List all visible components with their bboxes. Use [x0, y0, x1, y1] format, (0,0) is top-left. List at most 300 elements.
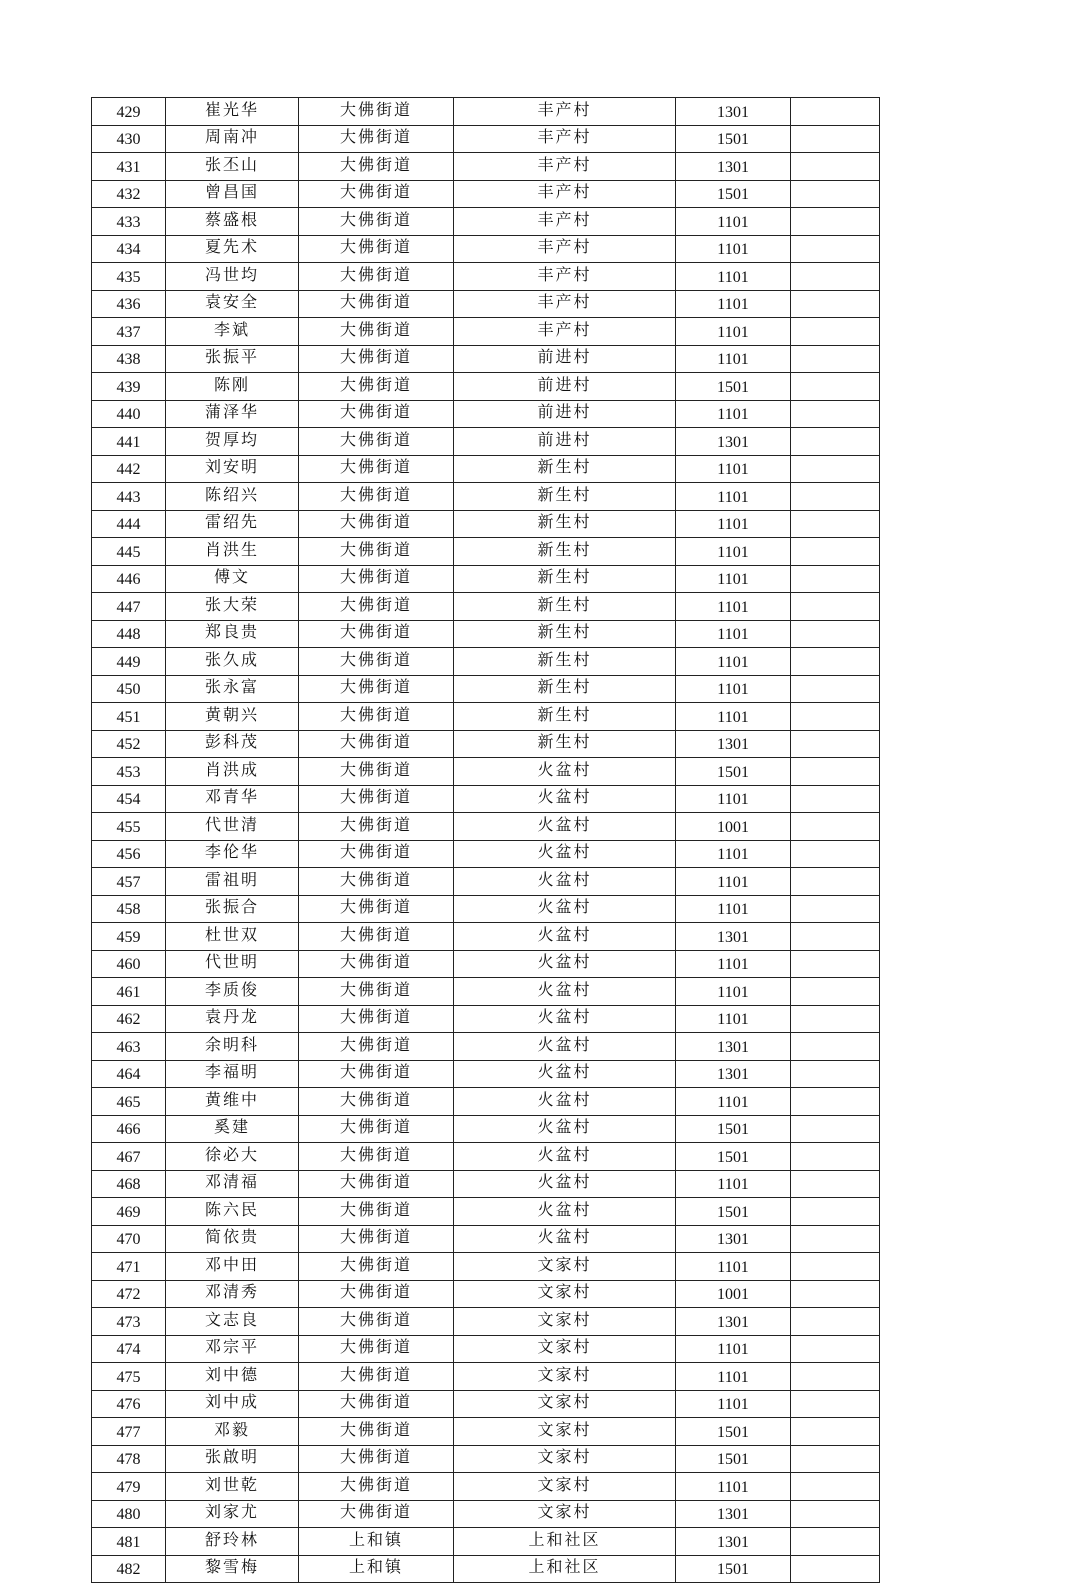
- row-number-cell: 462: [92, 1005, 166, 1033]
- note-cell: [791, 1555, 880, 1583]
- street-cell: 大佛街道: [299, 1143, 454, 1171]
- row-number-cell: 477: [92, 1418, 166, 1446]
- street-cell: 大佛街道: [299, 648, 454, 676]
- note-cell: [791, 1500, 880, 1528]
- street-cell: 大佛街道: [299, 593, 454, 621]
- village-cell: 火盆村: [454, 1198, 676, 1226]
- code-cell: 1101: [676, 235, 791, 263]
- street-cell: 大佛街道: [299, 1445, 454, 1473]
- row-number-cell: 471: [92, 1253, 166, 1281]
- table-row: [92, 1418, 880, 1446]
- table-row: [92, 345, 880, 373]
- table-row: [92, 290, 880, 318]
- code-cell: 1101: [676, 1005, 791, 1033]
- street-cell: 大佛街道: [299, 620, 454, 648]
- name-cell: 舒玲林: [166, 1528, 299, 1556]
- code-cell: 1001: [676, 1280, 791, 1308]
- village-cell: 文家村: [454, 1253, 676, 1281]
- row-number-cell: 458: [92, 895, 166, 923]
- name-cell: 蒲泽华: [166, 400, 299, 428]
- name-cell: 蔡盛根: [166, 208, 299, 236]
- street-cell: 大佛街道: [299, 428, 454, 456]
- note-cell: [791, 593, 880, 621]
- name-cell: 邓清秀: [166, 1280, 299, 1308]
- street-cell: 大佛街道: [299, 125, 454, 153]
- table-row: [92, 1253, 880, 1281]
- village-cell: 新生村: [454, 565, 676, 593]
- village-cell: 前进村: [454, 428, 676, 456]
- row-number-cell: 460: [92, 950, 166, 978]
- street-cell: 大佛街道: [299, 318, 454, 346]
- note-cell: [791, 1088, 880, 1116]
- note-cell: [791, 290, 880, 318]
- village-cell: 前进村: [454, 373, 676, 401]
- name-cell: 奚建: [166, 1115, 299, 1143]
- street-cell: 大佛街道: [299, 180, 454, 208]
- name-cell: 张大荣: [166, 593, 299, 621]
- village-cell: 文家村: [454, 1363, 676, 1391]
- note-cell: [791, 813, 880, 841]
- row-number-cell: 469: [92, 1198, 166, 1226]
- note-cell: [791, 1390, 880, 1418]
- row-number-cell: 442: [92, 455, 166, 483]
- table-row: [92, 1060, 880, 1088]
- note-cell: [791, 1418, 880, 1446]
- name-cell: 杜世双: [166, 923, 299, 951]
- name-cell: 刘家尤: [166, 1500, 299, 1528]
- row-number-cell: 478: [92, 1445, 166, 1473]
- village-cell: 火盆村: [454, 1005, 676, 1033]
- code-cell: 1101: [676, 868, 791, 896]
- table-row: [92, 1005, 880, 1033]
- village-cell: 文家村: [454, 1418, 676, 1446]
- table-row: [92, 1115, 880, 1143]
- table-row: [92, 1363, 880, 1391]
- code-cell: 1301: [676, 1308, 791, 1336]
- note-cell: [791, 510, 880, 538]
- code-cell: 1501: [676, 125, 791, 153]
- row-number-cell: 436: [92, 290, 166, 318]
- name-cell: 傅文: [166, 565, 299, 593]
- name-cell: 邓中田: [166, 1253, 299, 1281]
- street-cell: 大佛街道: [299, 1088, 454, 1116]
- note-cell: [791, 208, 880, 236]
- village-cell: 火盆村: [454, 758, 676, 786]
- street-cell: 大佛街道: [299, 290, 454, 318]
- note-cell: [791, 263, 880, 291]
- row-number-cell: 441: [92, 428, 166, 456]
- table-row: [92, 978, 880, 1006]
- row-number-cell: 473: [92, 1308, 166, 1336]
- row-number-cell: 439: [92, 373, 166, 401]
- row-number-cell: 443: [92, 483, 166, 511]
- code-cell: 1101: [676, 345, 791, 373]
- street-cell: 大佛街道: [299, 978, 454, 1006]
- code-cell: 1501: [676, 1143, 791, 1171]
- village-cell: 火盆村: [454, 1170, 676, 1198]
- note-cell: [791, 1445, 880, 1473]
- note-cell: [791, 1280, 880, 1308]
- name-cell: 陈六民: [166, 1198, 299, 1226]
- table-row: [92, 1170, 880, 1198]
- village-cell: 丰产村: [454, 235, 676, 263]
- code-cell: 1101: [676, 895, 791, 923]
- note-cell: [791, 1033, 880, 1061]
- note-cell: [791, 345, 880, 373]
- name-cell: 雷祖明: [166, 868, 299, 896]
- name-cell: 贺厚均: [166, 428, 299, 456]
- name-cell: 曾昌国: [166, 180, 299, 208]
- name-cell: 李福明: [166, 1060, 299, 1088]
- row-number-cell: 444: [92, 510, 166, 538]
- roster-table: [91, 97, 880, 1583]
- code-cell: 1301: [676, 153, 791, 181]
- code-cell: 1301: [676, 1225, 791, 1253]
- village-cell: 火盆村: [454, 785, 676, 813]
- village-cell: 火盆村: [454, 840, 676, 868]
- village-cell: 文家村: [454, 1335, 676, 1363]
- code-cell: 1101: [676, 400, 791, 428]
- note-cell: [791, 235, 880, 263]
- street-cell: 大佛街道: [299, 1335, 454, 1363]
- code-cell: 1101: [676, 785, 791, 813]
- village-cell: 火盆村: [454, 1060, 676, 1088]
- village-cell: 新生村: [454, 620, 676, 648]
- code-cell: 1301: [676, 730, 791, 758]
- village-cell: 文家村: [454, 1280, 676, 1308]
- street-cell: 大佛街道: [299, 785, 454, 813]
- table-row: [92, 1280, 880, 1308]
- name-cell: 邓毅: [166, 1418, 299, 1446]
- name-cell: 余明科: [166, 1033, 299, 1061]
- code-cell: 1501: [676, 373, 791, 401]
- row-number-cell: 448: [92, 620, 166, 648]
- street-cell: 大佛街道: [299, 400, 454, 428]
- village-cell: 新生村: [454, 593, 676, 621]
- note-cell: [791, 400, 880, 428]
- name-cell: 袁安全: [166, 290, 299, 318]
- code-cell: 1301: [676, 428, 791, 456]
- note-cell: [791, 428, 880, 456]
- name-cell: 刘世乾: [166, 1473, 299, 1501]
- name-cell: 张永富: [166, 675, 299, 703]
- code-cell: 1101: [676, 1088, 791, 1116]
- note-cell: [791, 125, 880, 153]
- note-cell: [791, 1335, 880, 1363]
- street-cell: 大佛街道: [299, 840, 454, 868]
- village-cell: 新生村: [454, 455, 676, 483]
- street-cell: 大佛街道: [299, 813, 454, 841]
- code-cell: 1501: [676, 758, 791, 786]
- note-cell: [791, 620, 880, 648]
- row-number-cell: 456: [92, 840, 166, 868]
- name-cell: 肖洪生: [166, 538, 299, 566]
- street-cell: 大佛街道: [299, 1060, 454, 1088]
- code-cell: 1101: [676, 483, 791, 511]
- village-cell: 新生村: [454, 483, 676, 511]
- street-cell: 大佛街道: [299, 565, 454, 593]
- street-cell: 大佛街道: [299, 208, 454, 236]
- street-cell: 大佛街道: [299, 1170, 454, 1198]
- name-cell: 邓宗平: [166, 1335, 299, 1363]
- village-cell: 火盆村: [454, 1225, 676, 1253]
- note-cell: [791, 455, 880, 483]
- row-number-cell: 479: [92, 1473, 166, 1501]
- name-cell: 陈刚: [166, 373, 299, 401]
- note-cell: [791, 153, 880, 181]
- code-cell: 1301: [676, 1033, 791, 1061]
- name-cell: 代世明: [166, 950, 299, 978]
- note-cell: [791, 868, 880, 896]
- name-cell: 张啟明: [166, 1445, 299, 1473]
- table-row: [92, 1390, 880, 1418]
- code-cell: 1101: [676, 620, 791, 648]
- village-cell: 火盆村: [454, 1088, 676, 1116]
- name-cell: 崔光华: [166, 98, 299, 126]
- row-number-cell: 431: [92, 153, 166, 181]
- village-cell: 丰产村: [454, 98, 676, 126]
- name-cell: 张振合: [166, 895, 299, 923]
- table-row: [92, 428, 880, 456]
- row-number-cell: 455: [92, 813, 166, 841]
- table-row: [92, 125, 880, 153]
- row-number-cell: 451: [92, 703, 166, 731]
- name-cell: 肖洪成: [166, 758, 299, 786]
- note-cell: [791, 1005, 880, 1033]
- street-cell: 大佛街道: [299, 1363, 454, 1391]
- code-cell: 1101: [676, 1170, 791, 1198]
- street-cell: 大佛街道: [299, 1115, 454, 1143]
- note-cell: [791, 318, 880, 346]
- code-cell: 1101: [676, 538, 791, 566]
- street-cell: 上和镇: [299, 1528, 454, 1556]
- name-cell: 邓青华: [166, 785, 299, 813]
- code-cell: 1301: [676, 1060, 791, 1088]
- row-number-cell: 438: [92, 345, 166, 373]
- note-cell: [791, 1528, 880, 1556]
- note-cell: [791, 1225, 880, 1253]
- village-cell: 新生村: [454, 675, 676, 703]
- code-cell: 1101: [676, 675, 791, 703]
- village-cell: 新生村: [454, 703, 676, 731]
- row-number-cell: 447: [92, 593, 166, 621]
- street-cell: 大佛街道: [299, 455, 454, 483]
- street-cell: 上和镇: [299, 1555, 454, 1583]
- name-cell: 刘安明: [166, 455, 299, 483]
- village-cell: 火盆村: [454, 950, 676, 978]
- street-cell: 大佛街道: [299, 703, 454, 731]
- name-cell: 冯世均: [166, 263, 299, 291]
- table-row: [92, 1088, 880, 1116]
- note-cell: [791, 98, 880, 126]
- note-cell: [791, 923, 880, 951]
- street-cell: 大佛街道: [299, 758, 454, 786]
- code-cell: 1101: [676, 950, 791, 978]
- note-cell: [791, 1473, 880, 1501]
- name-cell: 张丕山: [166, 153, 299, 181]
- table-row: [92, 950, 880, 978]
- village-cell: 文家村: [454, 1500, 676, 1528]
- note-cell: [791, 730, 880, 758]
- village-cell: 火盆村: [454, 1143, 676, 1171]
- table-row: [92, 455, 880, 483]
- street-cell: 大佛街道: [299, 483, 454, 511]
- table-row: [92, 318, 880, 346]
- name-cell: 周南冲: [166, 125, 299, 153]
- row-number-cell: 429: [92, 98, 166, 126]
- name-cell: 黄朝兴: [166, 703, 299, 731]
- street-cell: 大佛街道: [299, 950, 454, 978]
- table-row: [92, 895, 880, 923]
- street-cell: 大佛街道: [299, 1473, 454, 1501]
- code-cell: 1501: [676, 1115, 791, 1143]
- village-cell: 文家村: [454, 1308, 676, 1336]
- table-row: [92, 730, 880, 758]
- village-cell: 丰产村: [454, 180, 676, 208]
- table-row: [92, 373, 880, 401]
- name-cell: 文志良: [166, 1308, 299, 1336]
- village-cell: 丰产村: [454, 290, 676, 318]
- village-cell: 火盆村: [454, 1033, 676, 1061]
- row-number-cell: 466: [92, 1115, 166, 1143]
- street-cell: 大佛街道: [299, 98, 454, 126]
- name-cell: 雷绍先: [166, 510, 299, 538]
- row-number-cell: 445: [92, 538, 166, 566]
- name-cell: 邓清福: [166, 1170, 299, 1198]
- street-cell: 大佛街道: [299, 1390, 454, 1418]
- row-number-cell: 475: [92, 1363, 166, 1391]
- table-row: [92, 1198, 880, 1226]
- row-number-cell: 474: [92, 1335, 166, 1363]
- name-cell: 李斌: [166, 318, 299, 346]
- name-cell: 李伦华: [166, 840, 299, 868]
- code-cell: 1101: [676, 208, 791, 236]
- table-row: [92, 208, 880, 236]
- code-cell: 1001: [676, 813, 791, 841]
- table-row: [92, 1335, 880, 1363]
- row-number-cell: 440: [92, 400, 166, 428]
- village-cell: 火盆村: [454, 813, 676, 841]
- row-number-cell: 461: [92, 978, 166, 1006]
- village-cell: 新生村: [454, 648, 676, 676]
- name-cell: 徐必大: [166, 1143, 299, 1171]
- code-cell: 1301: [676, 1528, 791, 1556]
- code-cell: 1101: [676, 263, 791, 291]
- row-number-cell: 432: [92, 180, 166, 208]
- code-cell: 1501: [676, 1445, 791, 1473]
- village-cell: 上和社区: [454, 1555, 676, 1583]
- table-row: [92, 538, 880, 566]
- table-row: [92, 813, 880, 841]
- table-row: [92, 1033, 880, 1061]
- name-cell: 简依贵: [166, 1225, 299, 1253]
- village-cell: 新生村: [454, 538, 676, 566]
- row-number-cell: 437: [92, 318, 166, 346]
- row-number-cell: 470: [92, 1225, 166, 1253]
- row-number-cell: 465: [92, 1088, 166, 1116]
- village-cell: 丰产村: [454, 153, 676, 181]
- village-cell: 火盆村: [454, 923, 676, 951]
- code-cell: 1101: [676, 1390, 791, 1418]
- row-number-cell: 482: [92, 1555, 166, 1583]
- table-row: [92, 840, 880, 868]
- village-cell: 新生村: [454, 730, 676, 758]
- street-cell: 大佛街道: [299, 895, 454, 923]
- code-cell: 1301: [676, 1500, 791, 1528]
- code-cell: 1101: [676, 455, 791, 483]
- street-cell: 大佛街道: [299, 1418, 454, 1446]
- street-cell: 大佛街道: [299, 1500, 454, 1528]
- street-cell: 大佛街道: [299, 1253, 454, 1281]
- street-cell: 大佛街道: [299, 1280, 454, 1308]
- name-cell: 夏先术: [166, 235, 299, 263]
- code-cell: 1101: [676, 1335, 791, 1363]
- village-cell: 前进村: [454, 400, 676, 428]
- row-number-cell: 459: [92, 923, 166, 951]
- table-row: [92, 620, 880, 648]
- street-cell: 大佛街道: [299, 1225, 454, 1253]
- row-number-cell: 453: [92, 758, 166, 786]
- street-cell: 大佛街道: [299, 510, 454, 538]
- table-row: [92, 1528, 880, 1556]
- row-number-cell: 454: [92, 785, 166, 813]
- code-cell: 1501: [676, 1198, 791, 1226]
- note-cell: [791, 675, 880, 703]
- table-row: [92, 758, 880, 786]
- street-cell: 大佛街道: [299, 1198, 454, 1226]
- street-cell: 大佛街道: [299, 730, 454, 758]
- village-cell: 丰产村: [454, 208, 676, 236]
- village-cell: 丰产村: [454, 318, 676, 346]
- roster-table-body: [92, 98, 880, 1583]
- street-cell: 大佛街道: [299, 538, 454, 566]
- street-cell: 大佛街道: [299, 345, 454, 373]
- table-row: [92, 593, 880, 621]
- code-cell: 1101: [676, 593, 791, 621]
- table-row: [92, 400, 880, 428]
- name-cell: 刘中成: [166, 1390, 299, 1418]
- row-number-cell: 468: [92, 1170, 166, 1198]
- table-row: [92, 235, 880, 263]
- village-cell: 火盆村: [454, 978, 676, 1006]
- note-cell: [791, 1170, 880, 1198]
- village-cell: 火盆村: [454, 895, 676, 923]
- village-cell: 前进村: [454, 345, 676, 373]
- table-row: [92, 785, 880, 813]
- name-cell: 彭科茂: [166, 730, 299, 758]
- row-number-cell: 450: [92, 675, 166, 703]
- row-number-cell: 464: [92, 1060, 166, 1088]
- name-cell: 刘中德: [166, 1363, 299, 1391]
- code-cell: 1501: [676, 1555, 791, 1583]
- table-row: [92, 1445, 880, 1473]
- code-cell: 1501: [676, 180, 791, 208]
- row-number-cell: 446: [92, 565, 166, 593]
- note-cell: [791, 978, 880, 1006]
- street-cell: 大佛街道: [299, 1308, 454, 1336]
- table-row: [92, 510, 880, 538]
- village-cell: 文家村: [454, 1445, 676, 1473]
- street-cell: 大佛街道: [299, 923, 454, 951]
- note-cell: [791, 483, 880, 511]
- row-number-cell: 433: [92, 208, 166, 236]
- code-cell: 1101: [676, 290, 791, 318]
- note-cell: [791, 648, 880, 676]
- table-row: [92, 483, 880, 511]
- note-cell: [791, 1253, 880, 1281]
- note-cell: [791, 758, 880, 786]
- name-cell: 黎雪梅: [166, 1555, 299, 1583]
